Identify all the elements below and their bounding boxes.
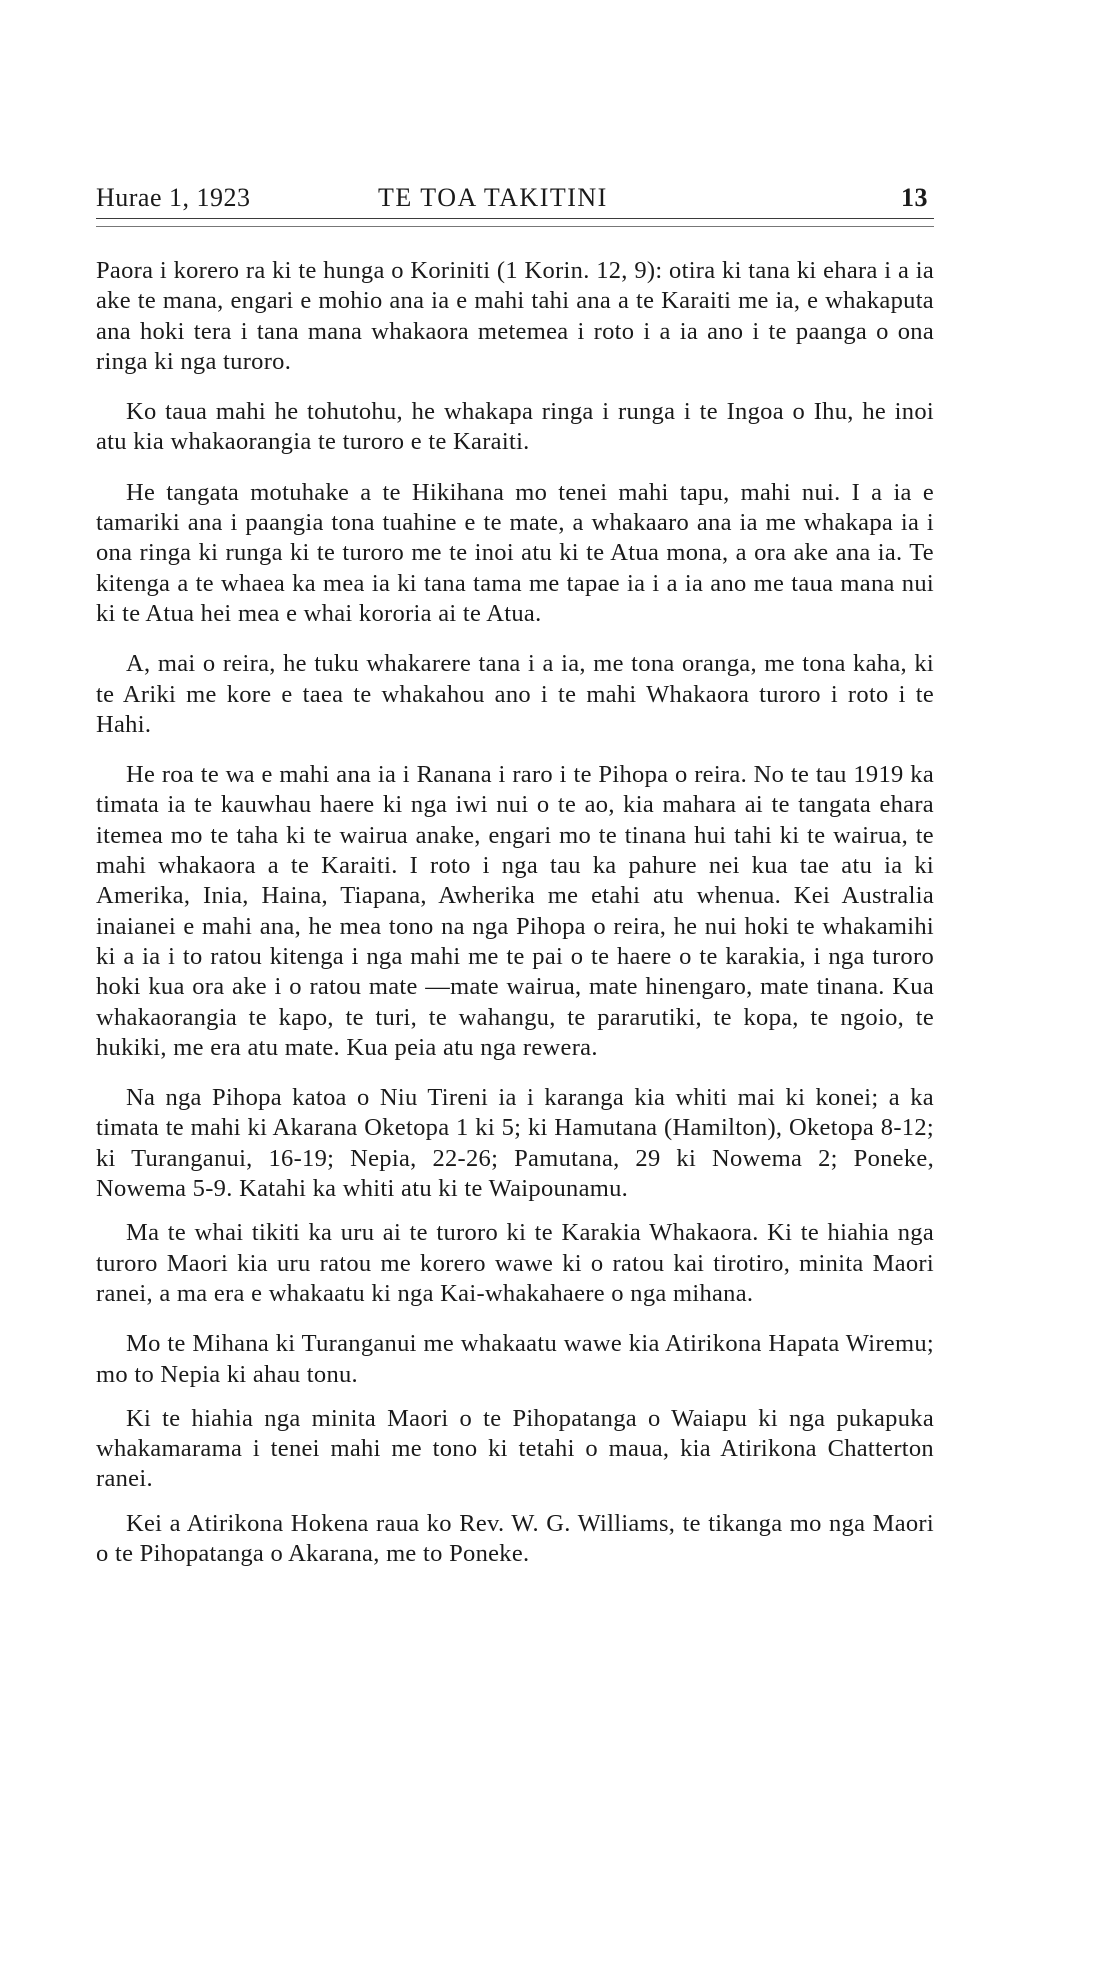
paragraph-10: Kei a Atirikona Hokena raua ko Rev. W. G. Williams, te tikanga mo nga Maori o te Pihopatanga o Akarana, me to Poneke. xyxy=(96,1509,934,1567)
paragraph-9: Ki te hiahia nga minita Maori o te Pihopatanga o Waiapu ki nga pukapuka whakamarama i tenei mahi me tono ki tetahi o maua, kia Atirikona Chatterton ranei. xyxy=(96,1404,934,1493)
header-rule-secondary xyxy=(96,226,934,227)
paragraph-3: He tangata motuhake a te Hikihana mo tenei mahi tapu, mahi nui. I a ia e tamariki ana i paangia tona tuahine e te mate, a whakaaro ana ia me whakapa ia i ona ringa ki runga ki te turoro me te inoi atu ki te Atua mona, a ora ake ana ia. Te kitenga a te whaea ka mea ia ki tana tama me tapae ia i a ia ano me taua mana nui ki te Atua hei mea e whai kororia ai te Atua. xyxy=(96,478,934,627)
publication-title: TE TOA TAKITINI xyxy=(378,183,608,212)
page-header xyxy=(96,182,934,218)
paragraph-7: Ma te whai tikiti ka uru ai te turoro ki te Karakia Whakaora. Ki te hiahia nga turoro Maori kia uru ratou me korero wawe ki o ratou kai tirotiro, minita Maori ranei, a ma era e whakaatu ki nga Kai-whakahaere o nga mihana. xyxy=(96,1219,934,1307)
paragraph-6: Na nga Pihopa katoa o Niu Tireni ia i karanga kia whiti mai ki konei; a ka timata te mahi ki Akarana Oketopa 1 ki 5; ki Hamutana (Hamilton), Oketopa 8-12; ki Turanganui, 16-19; Nepia, 22-26; Pamutana, 29 ki Nowema 2; Poneke, Nowema 5-9. Katahi ka whiti atu ki te Waipounamu. xyxy=(96,1084,934,1203)
issue-date: Hurae 1, 1923 xyxy=(96,183,251,212)
article-body xyxy=(96,256,934,1589)
paragraph-8: Mo te Mihana ki Turanganui me whakaatu wawe kia Atirikona Hapata Wiremu; mo to Nepia ki ahau tonu. xyxy=(96,1330,934,1388)
header-rule xyxy=(96,218,934,219)
page-number: 13 xyxy=(901,183,928,212)
paragraph-1: Paora i korero ra ki te hunga o Koriniti (1 Korin. 12, 9): otira ki tana ki ehara i a ia ake te mana, engari e mohio ana ia e mahi tahi ana a te Karaiti me ia, e whakaputa ana hoki tera i tana mana whakaora metemea i roto i a ia ano i te paanga o ona ringa ki nga turoro. xyxy=(96,257,934,375)
paragraph-2: Ko taua mahi he tohutohu, he whakapa ringa i runga i te Ingoa o Ihu, he inoi atu kia whakaorangia te turoro e te Karaiti. xyxy=(96,398,934,456)
paragraph-5: He roa te wa e mahi ana ia i Ranana i raro i te Pihopa o reira. No te tau 1919 ka timata ia te kauwhau haere ki nga iwi nui o te ao, kia mahara ai te tangata ehara itemea mo te taha ki te wairua anake, engari mo te tinana hui tahi ki te wairua, te mahi whakaora a te Karaiti. I roto i nga tau ka pahure nei kua tae atu ia ki Amerika, Inia, Haina, Tiapana, Awherika me etahi atu whenua. Kei Australia inaianei e mahi ana, he mea tono na nga Pihopa o reira, he nui hoki te whakamihi ki a ia i to ratou kitenga i nga mahi me te pai o te haere o te karakia, i nga turoro hoki kua ora ake i o ratou mate —mate wairua, mate hinengaro, mate tinana. Kua whakaorangia te kapo, te turi, te wahangu, te pararutiki, te kopa, te ngoio, te hukiki, me era atu mate. Kua peia atu nga rewera. xyxy=(96,761,934,1061)
paragraph-4: A, mai o reira, he tuku whakarere tana i a ia, me tona oranga, me tona kaha, ki te Ariki me kore e taea te whakahou ano i te mahi Whakaora turoro i roto i te Hahi. xyxy=(96,650,934,738)
